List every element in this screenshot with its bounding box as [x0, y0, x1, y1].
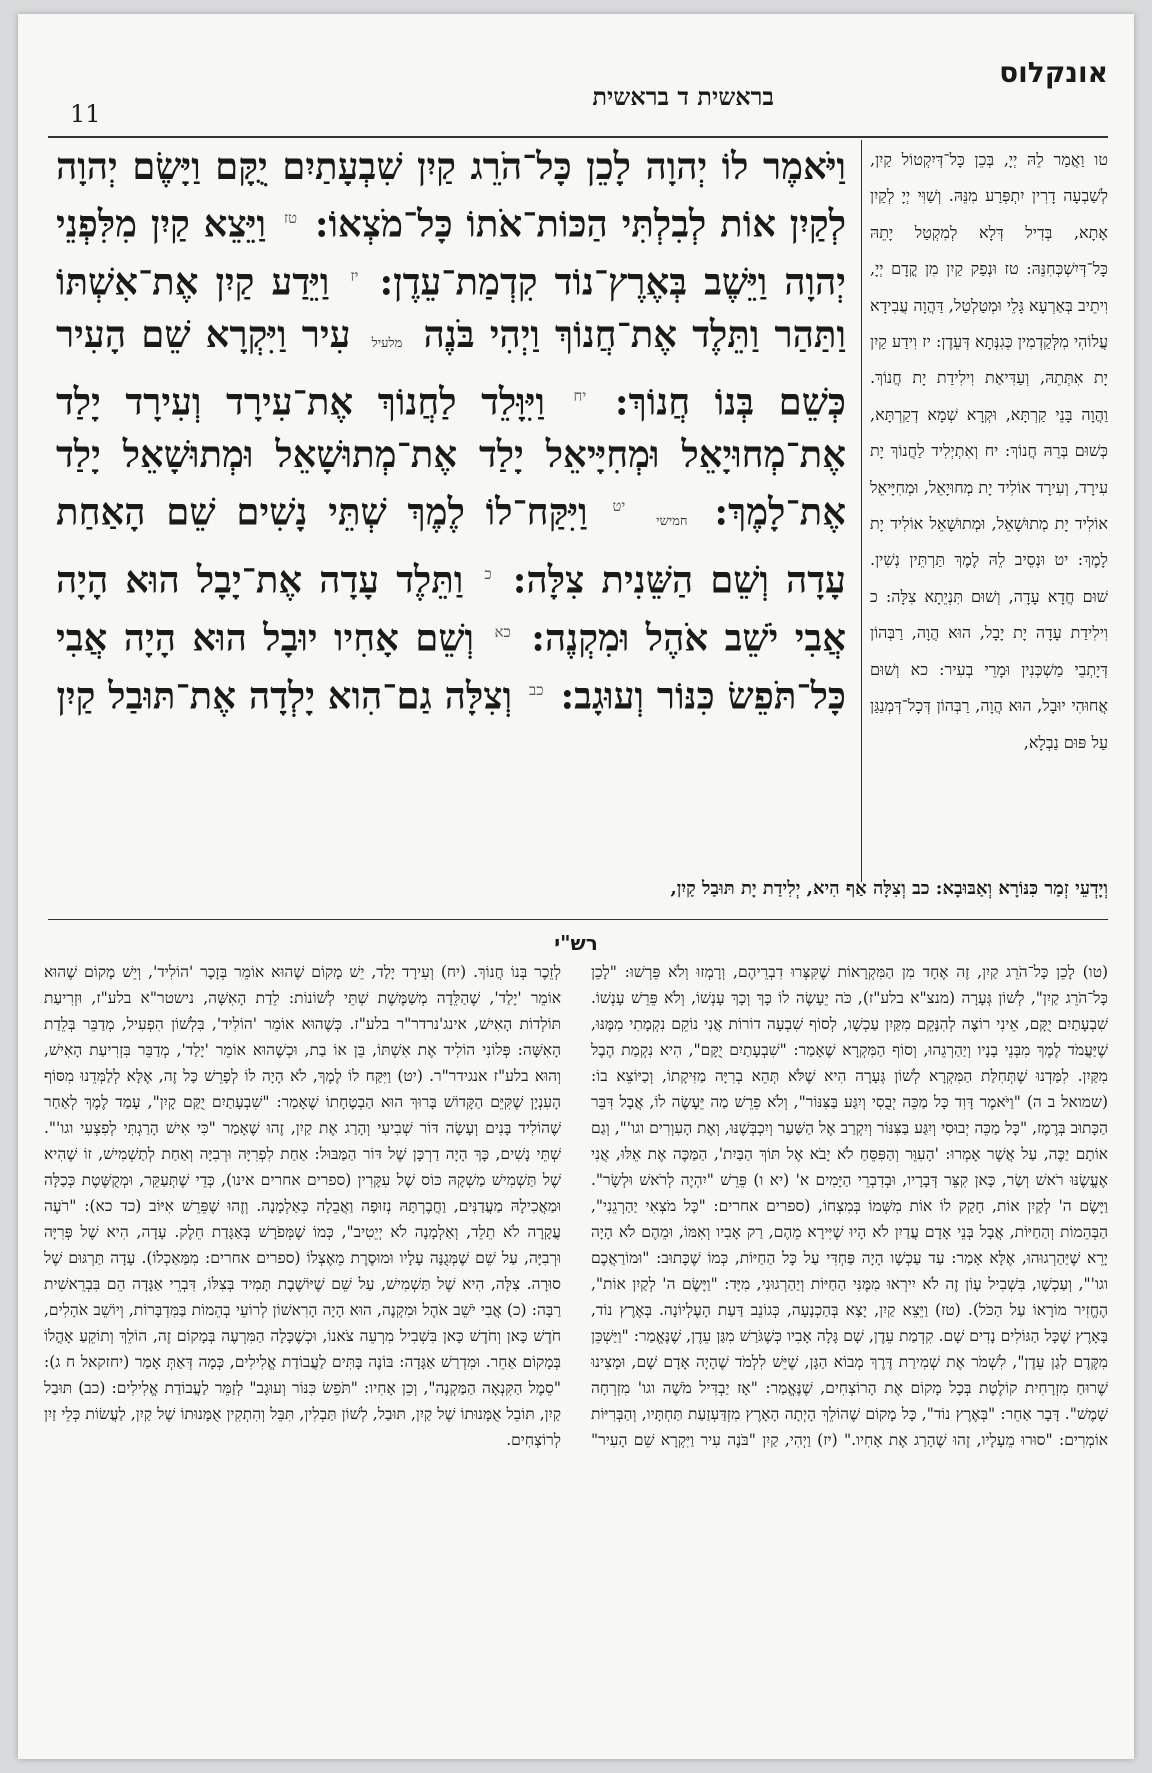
rashi-text: (טו) לָכֵן כָּל־הֹרֵג קַיִן, זֶה אֶחָד מִן הַמִּקְרָאוֹת שֶׁקִּצְּרוּ דִבְרֵיהֶם, וְרָמְזוּ וְלֹא פֵּרְשׁוּ: "לָכֵן כָּל־הֹרֵג קַיִן", לְשׁוֹן גְּעָרָה (מנצ"א בלע"ז), כֹּה יֵעָשֶׂה לוֹ כָּךְ וְכָךְ עָנְשׁוֹ, וְלֹא פֵּרֵשׁ עָנְשׁוֹ. שִׁבְעָתַיִם יֻקָּם, אֵינִי רוֹצֶה לְהִנָּקֵם מִקַּיִן עַכְשָׁו, לְסוֹף שִׁבְעָה דוֹרוֹת אֲנִי נוֹקֵם נִקְמָתִי מִמֶּנּוּ, שֶׁיַּעֲמֹד לֶמֶךְ מִבְּנֵי בָנָיו וְיַהַרְגֵהוּ, וְסוֹף הַמִּקְרָא שֶׁאָמַר: "שִׁבְעָתַיִם יֻקָּם", הִיא נִקְמַת הֶבֶל מִקַּיִן. לִמַּדְנוּ שֶׁתְּחִלַּת הַמִּקְרָא לְשׁוֹן גְּעָרָה הִיא שֶׁלֹּא תְּהֵא בְרִיָּה מַזִּיקָתוֹ, וְכַיּוֹצֵא בוֹ: (שמואל ב ה) "וַיֹּאמֶר דָּוִד כָּל מַכֵּה יְבֻסִי וְיִגַּע בַּצִּנּוֹר", וְלֹא פֵרֵשׁ מַה יֵּעָשֶׂה לוֹ, אֲבָל דִּבֵּר הַכָּתוּב בְּרֶמֶז, "כָּל מַכֵּה יְבוּסִי וְיִגַּע בַּצִּנּוֹר וְיִקְרַב אֶל הַשַּׁעַר וְיִכְבְּשֶׁנּוּ, וְאֶת הָעִוְרִים וגו'", וְגַם אוֹתָם יַכֶּה, עַל אֲשֶׁר אָמְרוּ: 'הָעִוֵּר וְהַפִּסֵּחַ לֹא יָבֹא אֶל תּוֹךְ הַבַּיִת', הַמַּכֶּה אֶת אֵלּוּ, אֲנִי אֶעֱשֶׂנּוּ רֹאשׁ וְשַׂר, כָּאן קִצֵּר דְּבָרָיו, וּבְדִבְרֵי הַיָּמִים א' (יא ו) פֵּרֵשׁ "יִהְיֶה לְרֹאשׁ וּלְשָׂר". וַיָּשֶׂם ה' לְקַיִן אוֹת, חָקַק לוֹ אוֹת מִשְּׁמוֹ בְּמִצְחוֹ, (ספרים אחרים: "כָּל מֹצְאִי יַהַרְגֵנִי", הַבְּהֵמוֹת וְהַחַיּוֹת, אֲבָל בְּנֵי אָדָם עֲדַיִן לֹא הָיוּ שֶׁיִּירָא מֵהֶם, רַק אָבִיו וְאִמּוֹ, וּמֵהֶם לֹא הָיָה יָרֵא שֶׁיַּהַרְגוּהוּ, אֶלָּא אָמַר: עַד עַכְשָׁו הָיָה פַּחְדִּי עַל כָּל הַחַיּוֹת, כְּמוֹ שֶׁכָּתוּב: "וּמוֹרַאֲכֶם וגו'", וְעַכְשָׁו, בִּשְׁבִיל עָוֹן זֶה לֹא יִירְאוּ מִמֶּנִּי הַחַיּוֹת וְיַהַרְגוּנִי, מִיָּד: "וַיָּשֶׂם ה' לְקַיִן אוֹת", הֶחֱזִיר מוֹרָאוֹ עַל הַכֹּל). (טז) וַיֵּצֵא קַיִן, יָצָא בְּהַכְנָעָה, כְּגוֹנֵב דַּעַת הָעֶלְיוֹנָה. בְּאֶרֶץ נוֹד, בָּאָרֶץ שֶׁכָּל הַגּוֹלִים נָדִים שָׁם. קִדְמַת עֵדֶן, שָׁם גָּלָה אָבִיו כְּשֶׁגֹּרַשׁ מִגַּן עֵדֶן, שֶׁנֶּאֱמַר: "וַיַּשְׁכֵּן מִקֶּדֶם לְגַן עֵדֶן", לִשְׁמֹר אֶת שְׁמִירַת דֶּרֶךְ מְבוֹא הַגָּן, שֶׁיֵּשׁ לִלְמֹד שֶׁהָיָה אָדָם שָׁם, וּמָצִינוּ שֶׁרוּחַ מִזְרָחִית קוֹלֶטֶת בְּכָל מָקוֹם אֶת הָרוֹצְחִים, שֶׁנֶּאֱמַר: "אָז יַבְדִּיל מֹשֶׁה וגו' מִזְרְחָה שָׁמֶשׁ". דָּבָר אַחֵר: "בְּאֶרֶץ נוֹד", כָּל מָקוֹם שֶׁהוֹלֵךְ הָיְתָה הָאָרֶץ מִזְדַּעְזַעַת תַּחְתָּיו, וְהַבְּרִיּוֹת אוֹמְרִים: "סוּרוּ מֵעָלָיו, זֶהוּ שֶׁהָרַג אֶת אָחִיו." (יז) וַיְהִי, קַיִן "בֹּנֶה עִיר וַיִּקְרָא שֵׁם הָעִיר" לְזֵכֶר בְּנוֹ חֲנוֹךְ. (יח) וְעִירָד יָלַד, יֵשׁ מָקוֹם שֶׁהוּא אוֹמֵר בְּזָכָר 'הוֹלִיד', וְיֵשׁ מָקוֹם שֶׁהוּא אוֹמֵר 'יָלַד', שֶׁהַלֵּדָה מְשַׁמֶּשֶׁת שְׁתֵּי לְשׁוֹנוֹת: לֵדַת הָאִשָּׁה, נישטר"א בלע"ז, וּזְרִיעַת תּוֹלְדוֹת הָאִישׁ, אינג'נרדר"ר בלע"ז. כְּשֶׁהוּא אוֹמֵר 'הוֹלִיד', בִּלְשׁוֹן הִפְעִיל, מְדַבֵּר בְּלֵדַת הָאִשָּׁה: פְּלוֹנִי הוֹלִיד אֶת אִשְׁתּוֹ, בֵּן אוֹ בַת, וּכְשֶׁהוּא אוֹמֵר 'יָלַד', מְדַבֵּר בִּזְרִיעַת הָאִישׁ, וְהוּא בלע"ז אנגידר"ר. (יט) וַיִּקַּח לוֹ לֶמֶךְ, לֹא הָיָה לוֹ לְפָרֵשׁ כָּל זֶה, אֶלָּא לְלַמְּדֵנוּ מִסּוֹף הָעִנְיָן שֶׁקִּיֵּם הַקָּדוֹשׁ בָּרוּךְ הוּא הַבְטָחָתוֹ שֶׁאָמַר: "שִׁבְעָתַיִם יֻקַּם קָיִן", עָמַד לֶמֶךְ לְאַחַר שֶׁהוֹלִיד בָּנִים וְעָשָׂה דּוֹר שְׁבִיעִי וְהָרַג אֶת קַיִן, זֶהוּ שֶׁאָמַר "כִּי אִישׁ הָרַגְתִּי לְפִצְעִי וגו'". שְׁתֵּי נָשִׁים, כָּךְ הָיָה דַרְכָּן שֶׁל דּוֹר הַמַּבּוּל: אַחַת לִפְרִיָּה וּרְבִיָּה וְאַחַת לְתַשְׁמִישׁ, זוֹ שֶׁהִיא שֶׁל תַּשְׁמִישׁ מַשְׁקָהּ כּוֹס שֶׁל עִקָּרִין (ספרים אחרים אינו), כְּדֵי שֶׁתְּעַקֵּר, וּמְקֻשֶּׁטֶת כְּכַלָּה וּמַאֲכִילָהּ מַעֲדַנִּים, וַחֲבֶרְתָּהּ נְזוּפָה וַאֲבֵלָה כְּאַלְמָנָה. וְזֶהוּ שֶׁפֵּרֵשׁ אִיּוֹב (כד כא): "רֹעֶה עֲקָרָה לֹא תֵלֵד, וְאַלְמָנָה לֹא יְיֵטִיב", כְּמוֹ שֶׁמְּפֹרָשׁ בְּאַגָּדַת חֵלֶק. עָדָה, הִיא שֶׁל פְּרִיָּה וּרְבִיָּה, עַל שֵׁם שֶׁמְּגֻנָּה עָלָיו וּמוּסֶרֶת מֵאֶצְלוֹ (ספרים אחרים: מִמַּאַכְלוֹ). עָדָה תַּרְגּוּם שֶׁל סוּרָה. צִלָּה, הִיא שֶׁל תַּשְׁמִישׁ, עַל שֵׁם שֶׁיּוֹשֶׁבֶת תָּמִיד בְּצִלּוֹ, דִּבְרֵי אַגָּדָה הֵם בִּבְרֵאשִׁית רַבָּה: (כ) אֲבִי יֹשֵׁב אֹהֶל וּמִקְנֶה, הוּא הָיָה הָרִאשׁוֹן לְרוֹעֵי בְהֵמוֹת בַּמִּדְבָּרוֹת, וְיוֹשֵׁב אֹהָלִים, חֹדֶשׁ כָּאן וְחֹדֶשׁ כָּאן בִּשְׁבִיל מִרְעֵה צֹאנוֹ, וּכְשֶׁכָּלָה הַמִּרְעֶה בְּמָקוֹם זֶה, הוֹלֵךְ וְתוֹקֵעַ אָהֳלוֹ בְּמָקוֹם אַחֵר. וּמִדְרַשׁ אַגָּדָה: בּוֹנֶה בָּתִּים לַעֲבוֹדַת אֱלִילִים, כְּמָה דְּאַתְּ אָמַר (יחזקאל ח ג): "סֵמֶל הַקִּנְאָה הַמַּקְנֶה", וְכֵן אָחִיו: "תֹּפֵשׂ כִּנּוֹר וְעוּגָב" לְזַמֵּר לַעֲבוֹדַת אֱלִילִים: (כב) תּוּבַל קַיִן, תּוֹבֵל אֻמָּנוּתוֹ שֶׁל קַיִן, תּוּבַל, לְשׁוֹן תַּבְלִין, תִּבֵּל וְהִתְקִין אֻמָּנוּתוֹ שֶׁל קַיִן, לַעֲשׂוֹת כְּלֵי זַיִן לְרוֹצְחִים.: [44, 963, 1108, 1449]
verse-18: וַיִּוָּלֵד לַחֲנוֹךְ אֶת־עִירָד וְעִירָד יָלַד אֶת־מְחוּיָאֵל וּמְחִיָּיאֵל יָלַד אֶת־מְתוּשָׁאֵל וּמְתוּשָׁאֵל יָלַד אֶת־לָמֶךְ:: [56, 379, 846, 534]
verse-19: וַיִּקַּח־לוֹ לֶמֶךְ שְׁתֵּי נָשִׁים שֵׁם הָאַחַת עָדָה וְשֵׁם הַשֵּׁנִית צִלָּה:: [56, 489, 846, 602]
verse-marker-21: כא: [494, 622, 511, 641]
torah-passage: [56, 140, 846, 721]
header-rule: [48, 136, 1108, 138]
verse-marker-22: כב: [529, 680, 544, 699]
onkelos-text: טו וַאֲמַר לֵהּ יְיָ, בְּכֵן כָּל־דְּיִקְטוֹל קַיִן, לְשַׁבְעָה דָרִין יִתְפְּרַע מִנֵּהּ. וְשַׁוִּי יְיָ לְקַיִן אָתָא, בְּדִיל דְּלָא לְמִקְטַל יָתֵהּ כָּל־דְּיִשְׁכְּחִנֵּהּ: טז וּנְפַק קַיִן מִן קֳדָם יְיָ, וִיתֵיב בְּאַרְעָא גָּלֵי וּמְטַלְטַל, דַּהֲוָה עֲבִידָא עֲלוֹהִי מִלְּקַדְמִין כְּגִנְּתָא דְּעֵדֶן: יז וִידַע קַיִן יָת אִתְּתֵהּ, וְעַדִּיאַת וִילִידַת יָת חֲנוֹךְ. וַהֲוָה בָּנֵי קַרְתָּא, וּקְרָא שְׁמָא דְקַרְתָּא, כְּשׁוּם בְּרֵהּ חֲנוֹךְ: יח וְאִתְיְלִיד לַחֲנוֹךְ יָת עִירָד, וְעִירָד אוֹלִיד יָת מְחוּיָאֵל, וּמְחִיָּיאֵל אוֹלִיד יָת מְתוּשָׁאֵל, וּמְתוּשָׁאֵל אוֹלִיד יָת לָמֶךְ: יט וּנְסֵיב לֵהּ לֶמֶךְ תַּרְתֵּין נְשִׁין. שׁוּם חֲדָא עָדָה, וְשׁוּם תִּנְיֵתָא צִלָּה: כ וִילִידַת עָדָה יָת יָבָל, הוּא הֲוָה, רַבְּהוֹן דְּיָתְבֵי מַשְׁכְּנִין וּמָרֵי בְעִיר: כא וְשׁוּם אֲחוּהִי יוּבָל, הוּא הֲוָה, רַבְּהוֹן דְּכָל־דְּמְנַגַּן עַל פּוּם נַבְלָא,: [870, 150, 1108, 752]
verse-22: וְצִלָּה גַם־הִוא יָלְדָה אֶת־תּוּבַל קַיִן: [56, 672, 513, 717]
onkelos-column: [870, 142, 1108, 882]
verse-21: וְשֵׁם אָחִיו יוּבָל הוּא הָיָה אֲבִי כָּל־תֹּפֵשׂ כִּנּוֹר וְעוּגָב:: [56, 615, 846, 717]
rashi-title: רש"י: [554, 931, 598, 955]
verse-marker-17: יז: [350, 267, 359, 286]
verse-17-part-1: וַיֵּדַע קַיִן אֶת־אִשְׁתּוֹ וַתַּהַר וַתֵּלֶד אֶת־חֲנוֹךְ וַיְהִי בֹּנֶה: [56, 259, 846, 356]
verse-17-part-2: עִיר וַיִּקְרָא שֵׁם הָעִיר כְּשֵׁם בְּנוֹ חֲנוֹךְ:: [56, 311, 846, 424]
verse-marker-19: יט: [612, 497, 626, 516]
running-title: בראשית ד בראשית: [592, 82, 774, 111]
page-number: 11: [70, 100, 101, 128]
verse-marker-20: כ: [484, 565, 492, 584]
onkelos-continuation: וְיָדְעֵי זְמַר כִּנּוֹרָא וְאַבּוּבָא: כב וְצִלָּה אַף הִיא, יְלִידַת יָת תּוּבַל קַיִן,: [670, 878, 1108, 899]
column-rule: [861, 140, 862, 882]
verse-20: וַתֵּלֶד עָדָה אֶת־יָבָל הוּא הָיָה אֲבִי יֹשֵׁב אֹהֶל וּמִקְנֶה:: [56, 557, 846, 660]
verse-16: וַיֵּצֵא קַיִן מִלִּפְנֵי יְהוָה וַיֵּשֶׁב בְּאֶרֶץ־נוֹד קִדְמַת־עֵדֶן:: [56, 201, 846, 304]
rashi-rule: [48, 919, 1108, 920]
torah-text-column: [56, 140, 846, 884]
rashi-commentary: [44, 959, 1108, 1729]
accent-note: מלעיל: [371, 335, 403, 351]
verse-15: וַיֹּאמֶר לוֹ יְהוָה לָכֵן כָּל־הֹרֵג קַיִן שִׁבְעָתַיִם יֻקָּם וַיָּשֶׂם יְהוָה לְקַיִן אוֹת לְבִלְתִּי הַכּוֹת־אֹתוֹ כָּל־מֹצְאוֹ:: [56, 144, 846, 246]
onkelos-header: אונקלוס: [999, 56, 1108, 89]
verse-marker-18: יח: [573, 387, 587, 406]
book-page: [18, 14, 1134, 1759]
aliyah-note: חמישי: [656, 513, 688, 529]
verse-marker-16: טז: [283, 209, 298, 228]
